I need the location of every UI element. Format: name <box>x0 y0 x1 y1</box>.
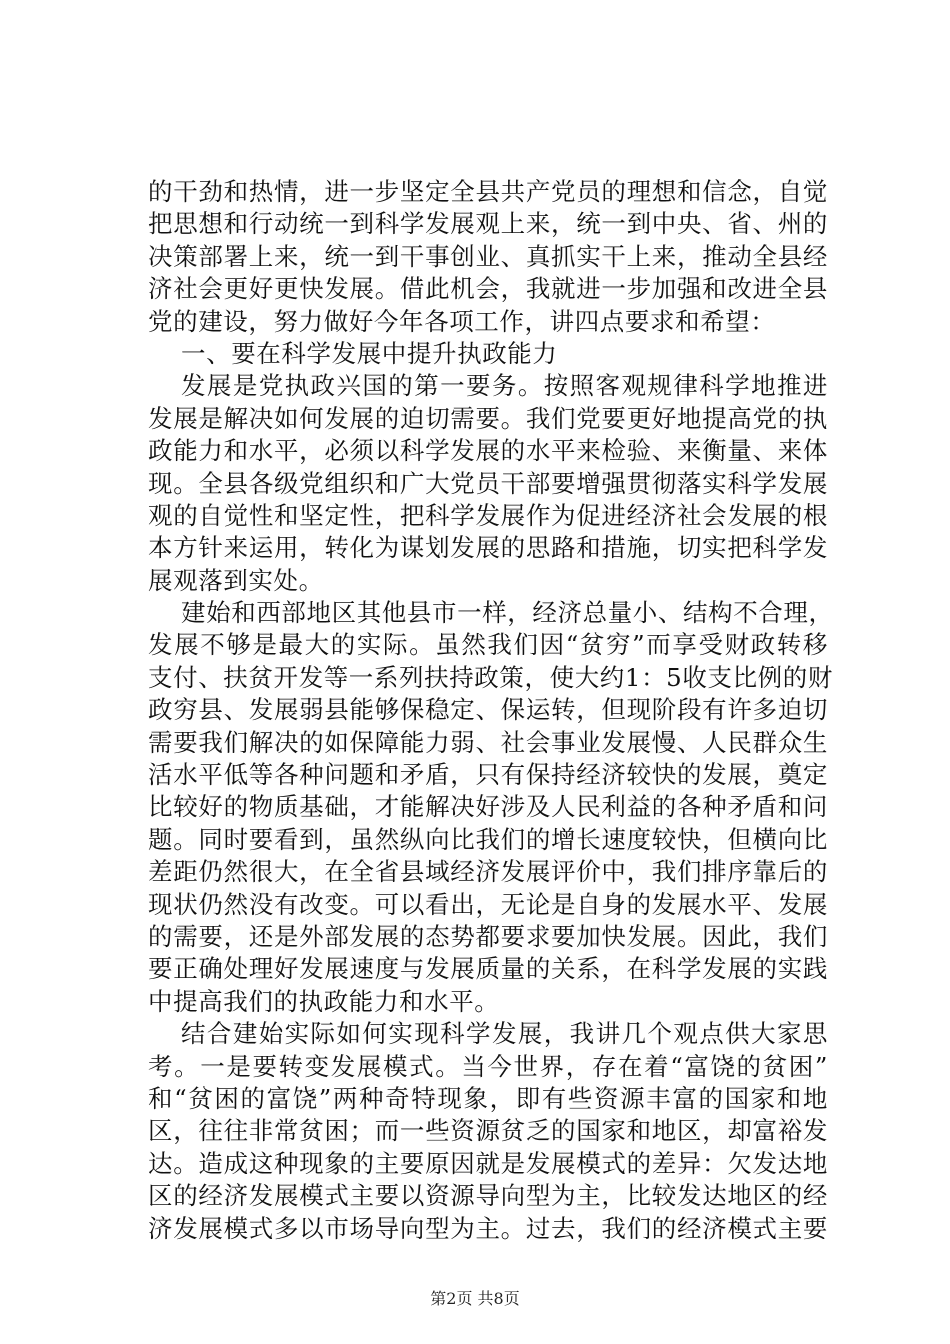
text-line: 现状仍然没有改变。可以看出，无论是自身的发展水平、发展 <box>148 889 828 919</box>
text-line: 党的建设，努力做好今年各项工作，讲四点要求和希望： <box>148 306 776 336</box>
text-line: 政穷县、发展弱县能够保稳定、保运转，但现阶段有许多迫切 <box>148 695 828 725</box>
text-line: 决策部署上来，统一到干事创业、真抓实干上来，推动全县经 <box>148 241 828 271</box>
text-line: 观的自觉性和坚定性，把科学发展作为促进经济社会发展的根 <box>148 500 828 530</box>
text-line: 现。全县各级党组织和广大党员干部要增强贯彻落实科学发展 <box>148 468 828 498</box>
text-line: 一、要在科学发展中提升执政能力 <box>181 338 558 368</box>
text-line: 把思想和行动统一到科学发展观上来，统一到中央、省、州的 <box>148 209 828 239</box>
text-line: 的需要，还是外部发展的态势都要求要加快发展。因此，我们 <box>148 921 828 951</box>
text-line: 的干劲和热情，进一步坚定全县共产党员的理想和信念，自觉 <box>148 177 828 206</box>
page-number-label: 第2页 共8页 <box>430 1289 520 1308</box>
text-line: 支付、扶贫开发等一系列扶持政策，使大约1：5收支比例的财 <box>148 662 833 692</box>
document-body <box>148 176 834 1245</box>
text-line: 需要我们解决的如保障能力弱、社会事业发展慢、人民群众生 <box>148 727 828 757</box>
text-line: 达。造成这种现象的主要原因就是发展模式的差异：欠发达地 <box>148 1148 828 1178</box>
text-line: 发展不够是最大的实际。虽然我们因“贫穷”而享受财政转移 <box>148 630 828 660</box>
text-line: 济发展模式多以市场导向型为主。过去，我们的经济模式主要 <box>148 1213 828 1243</box>
text-line: 结合建始实际如何实现科学发展，我讲几个观点供大家思 <box>181 1019 828 1049</box>
text-line: 区，往往非常贫困；而一些资源贫乏的国家和地区，却富裕发 <box>148 1116 828 1146</box>
text-line: 要正确处理好发展速度与发展质量的关系，在科学发展的实践 <box>148 954 828 984</box>
text-line: 中提高我们的执政能力和水平。 <box>148 986 500 1016</box>
text-line: 政能力和水平，必须以科学发展的水平来检验、来衡量、来体 <box>148 436 828 466</box>
text-line: 发展是解决如何发展的迫切需要。我们党要更好地提高党的执 <box>148 403 828 433</box>
text-line: 比较好的物质基础，才能解决好涉及人民利益的各种矛盾和问 <box>148 792 828 822</box>
text-line: 考。一是要转变发展模式。当今世界，存在着“富饶的贫困” <box>148 1051 828 1081</box>
text-line: 济社会更好更快发展。借此机会，我就进一步加强和改进全县 <box>148 274 828 304</box>
text-line: 本方针来运用，转化为谋划发展的思路和措施，切实把科学发 <box>148 533 828 563</box>
page-footer <box>0 1289 950 1309</box>
text-line: 和“贫困的富饶”两种奇特现象，即有些资源丰富的国家和地 <box>148 1083 828 1113</box>
text-line: 题。同时要看到，虽然纵向比我们的增长速度较快，但横向比 <box>148 824 828 854</box>
text-line: 区的经济发展模式主要以资源导向型为主，比较发达地区的经 <box>148 1181 828 1211</box>
text-line: 建始和西部地区其他县市一样，经济总量小、结构不合理， <box>181 598 834 628</box>
text-line: 发展是党执政兴国的第一要务。按照客观规律科学地推进 <box>181 371 828 401</box>
text-line: 展观落到实处。 <box>148 565 324 595</box>
text-line: 活水平低等各种问题和矛盾，只有保持经济较快的发展，奠定 <box>148 760 828 790</box>
text-line: 差距仍然很大，在全省县域经济发展评价中，我们排序靠后的 <box>148 857 828 887</box>
